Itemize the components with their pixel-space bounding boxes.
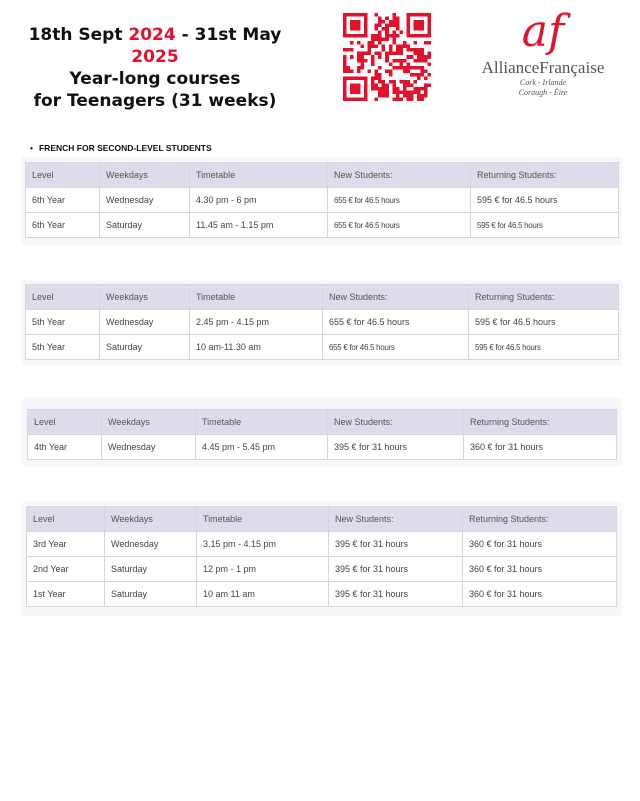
cell-weekday: Saturday [105, 582, 197, 607]
column-header-level: Level [26, 285, 100, 310]
cell-timetable: 3.15 pm - 4.15 pm [197, 532, 329, 557]
column-header-weekday: Weekdays [105, 507, 197, 532]
title-line-dates [10, 24, 300, 68]
table-header-row [28, 410, 617, 435]
cell-timetable: 10 am-11.30 am [190, 335, 323, 360]
cell-level: 5th Year [26, 335, 100, 360]
column-header-returning-students-price: Returning Students: [469, 285, 619, 310]
table-row [28, 435, 617, 460]
column-header-timetable: Timetable [197, 507, 329, 532]
column-header-returning-students-price: Returning Students: [464, 410, 617, 435]
cell-new-students-price: 395 € for 31 hours [329, 557, 463, 582]
cell-returning-students-price: 360 € for 31 hours [463, 557, 617, 582]
column-header-new-students-price: New Students: [329, 507, 463, 532]
title-line-audience: for Teenagers (31 weeks) [33, 91, 277, 111]
cell-timetable: 4.30 pm - 6 pm [190, 188, 328, 213]
cell-weekday: Wednesday [100, 310, 190, 335]
title-end-date: - 31st May [175, 25, 282, 45]
schedule-table-4th-year [27, 409, 617, 460]
column-header-weekday: Weekdays [100, 285, 190, 310]
logo-name: AllianceFrançaise [481, 58, 605, 77]
table-row [27, 557, 617, 582]
cell-timetable: 11.45 am - 1.15 pm [190, 213, 328, 238]
column-header-level: Level [28, 410, 102, 435]
cell-returning-students-price: 595 € for 46.5 hours [469, 310, 619, 335]
logo-mark: af [521, 6, 565, 57]
cell-level: 2nd Year [27, 557, 105, 582]
cell-returning-students-price: 360 € for 31 hours [464, 435, 617, 460]
title-start-year: 2024 [128, 25, 176, 45]
cell-weekday: Saturday [100, 335, 190, 360]
table-row [26, 310, 619, 335]
schedule-table-5th-year [25, 284, 619, 360]
cell-returning-students-price: 360 € for 31 hours [463, 532, 617, 557]
cell-level: 6th Year [26, 188, 100, 213]
cell-weekday: Saturday [105, 557, 197, 582]
cell-returning-students-price: 595 € for 46.5 hours [471, 213, 619, 238]
table-row [27, 532, 617, 557]
table-row [26, 213, 619, 238]
column-header-new-students-price: New Students: [323, 285, 469, 310]
table-header-row [27, 507, 617, 532]
table-header-row [26, 285, 619, 310]
column-header-weekday: Weekdays [100, 163, 190, 188]
cell-new-students-price: 395 € for 31 hours [329, 532, 463, 557]
column-header-level: Level [27, 507, 105, 532]
column-header-level: Level [26, 163, 100, 188]
schedule-table-6th-year [25, 162, 619, 238]
column-header-weekday: Weekdays [102, 410, 196, 435]
cell-level: 6th Year [26, 213, 100, 238]
alliance-francaise-logo [478, 6, 608, 98]
title-end-year: 2025 [131, 47, 179, 67]
cell-level: 1st Year [27, 582, 105, 607]
cell-level: 3rd Year [27, 532, 105, 557]
cell-timetable: 10 am 11 am [197, 582, 329, 607]
title-start-date: 18th Sept [28, 25, 129, 45]
cell-new-students-price: 395 € for 31 hours [328, 435, 464, 460]
section-heading: • FRENCH FOR SECOND-LEVEL STUDENTS [30, 143, 212, 153]
column-header-timetable: Timetable [190, 163, 328, 188]
cell-weekday: Wednesday [102, 435, 196, 460]
cell-new-students-price: 395 € for 31 hours [329, 582, 463, 607]
logo-location-1: Cork - Irlande [519, 78, 567, 87]
column-header-returning-students-price: Returning Students: [471, 163, 619, 188]
cell-new-students-price: 655 € for 46.5 hours [328, 213, 471, 238]
column-header-new-students-price: New Students: [328, 410, 464, 435]
cell-weekday: Saturday [100, 213, 190, 238]
title-line-courses: Year-long courses [69, 69, 241, 89]
cell-level: 4th Year [28, 435, 102, 460]
table-row [26, 188, 619, 213]
schedule-table-junior-years [26, 506, 617, 607]
column-header-returning-students-price: Returning Students: [463, 507, 617, 532]
cell-new-students-price: 655 € for 46.5 hours [328, 188, 471, 213]
cell-returning-students-price: 595 € for 46.5 hours [471, 188, 619, 213]
cell-weekday: Wednesday [100, 188, 190, 213]
qr-code[interactable] [343, 13, 431, 101]
cell-new-students-price: 655 € for 46.5 hours [323, 335, 469, 360]
column-header-timetable: Timetable [196, 410, 328, 435]
table-row [26, 335, 619, 360]
table-row [27, 582, 617, 607]
cell-timetable: 12 pm - 1 pm [197, 557, 329, 582]
cell-level: 5th Year [26, 310, 100, 335]
cell-new-students-price: 655 € for 46.5 hours [323, 310, 469, 335]
cell-weekday: Wednesday [105, 532, 197, 557]
column-header-timetable: Timetable [190, 285, 323, 310]
logo-location-2: Coraugh - Éire [518, 88, 568, 97]
page-title [10, 24, 300, 112]
cell-returning-students-price: 595 € for 46.5 hours [469, 335, 619, 360]
table-header-row [26, 163, 619, 188]
cell-timetable: 2.45 pm - 4.15 pm [190, 310, 323, 335]
cell-returning-students-price: 360 € for 31 hours [463, 582, 617, 607]
cell-timetable: 4.45 pm - 5.45 pm [196, 435, 328, 460]
column-header-new-students-price: New Students: [328, 163, 471, 188]
